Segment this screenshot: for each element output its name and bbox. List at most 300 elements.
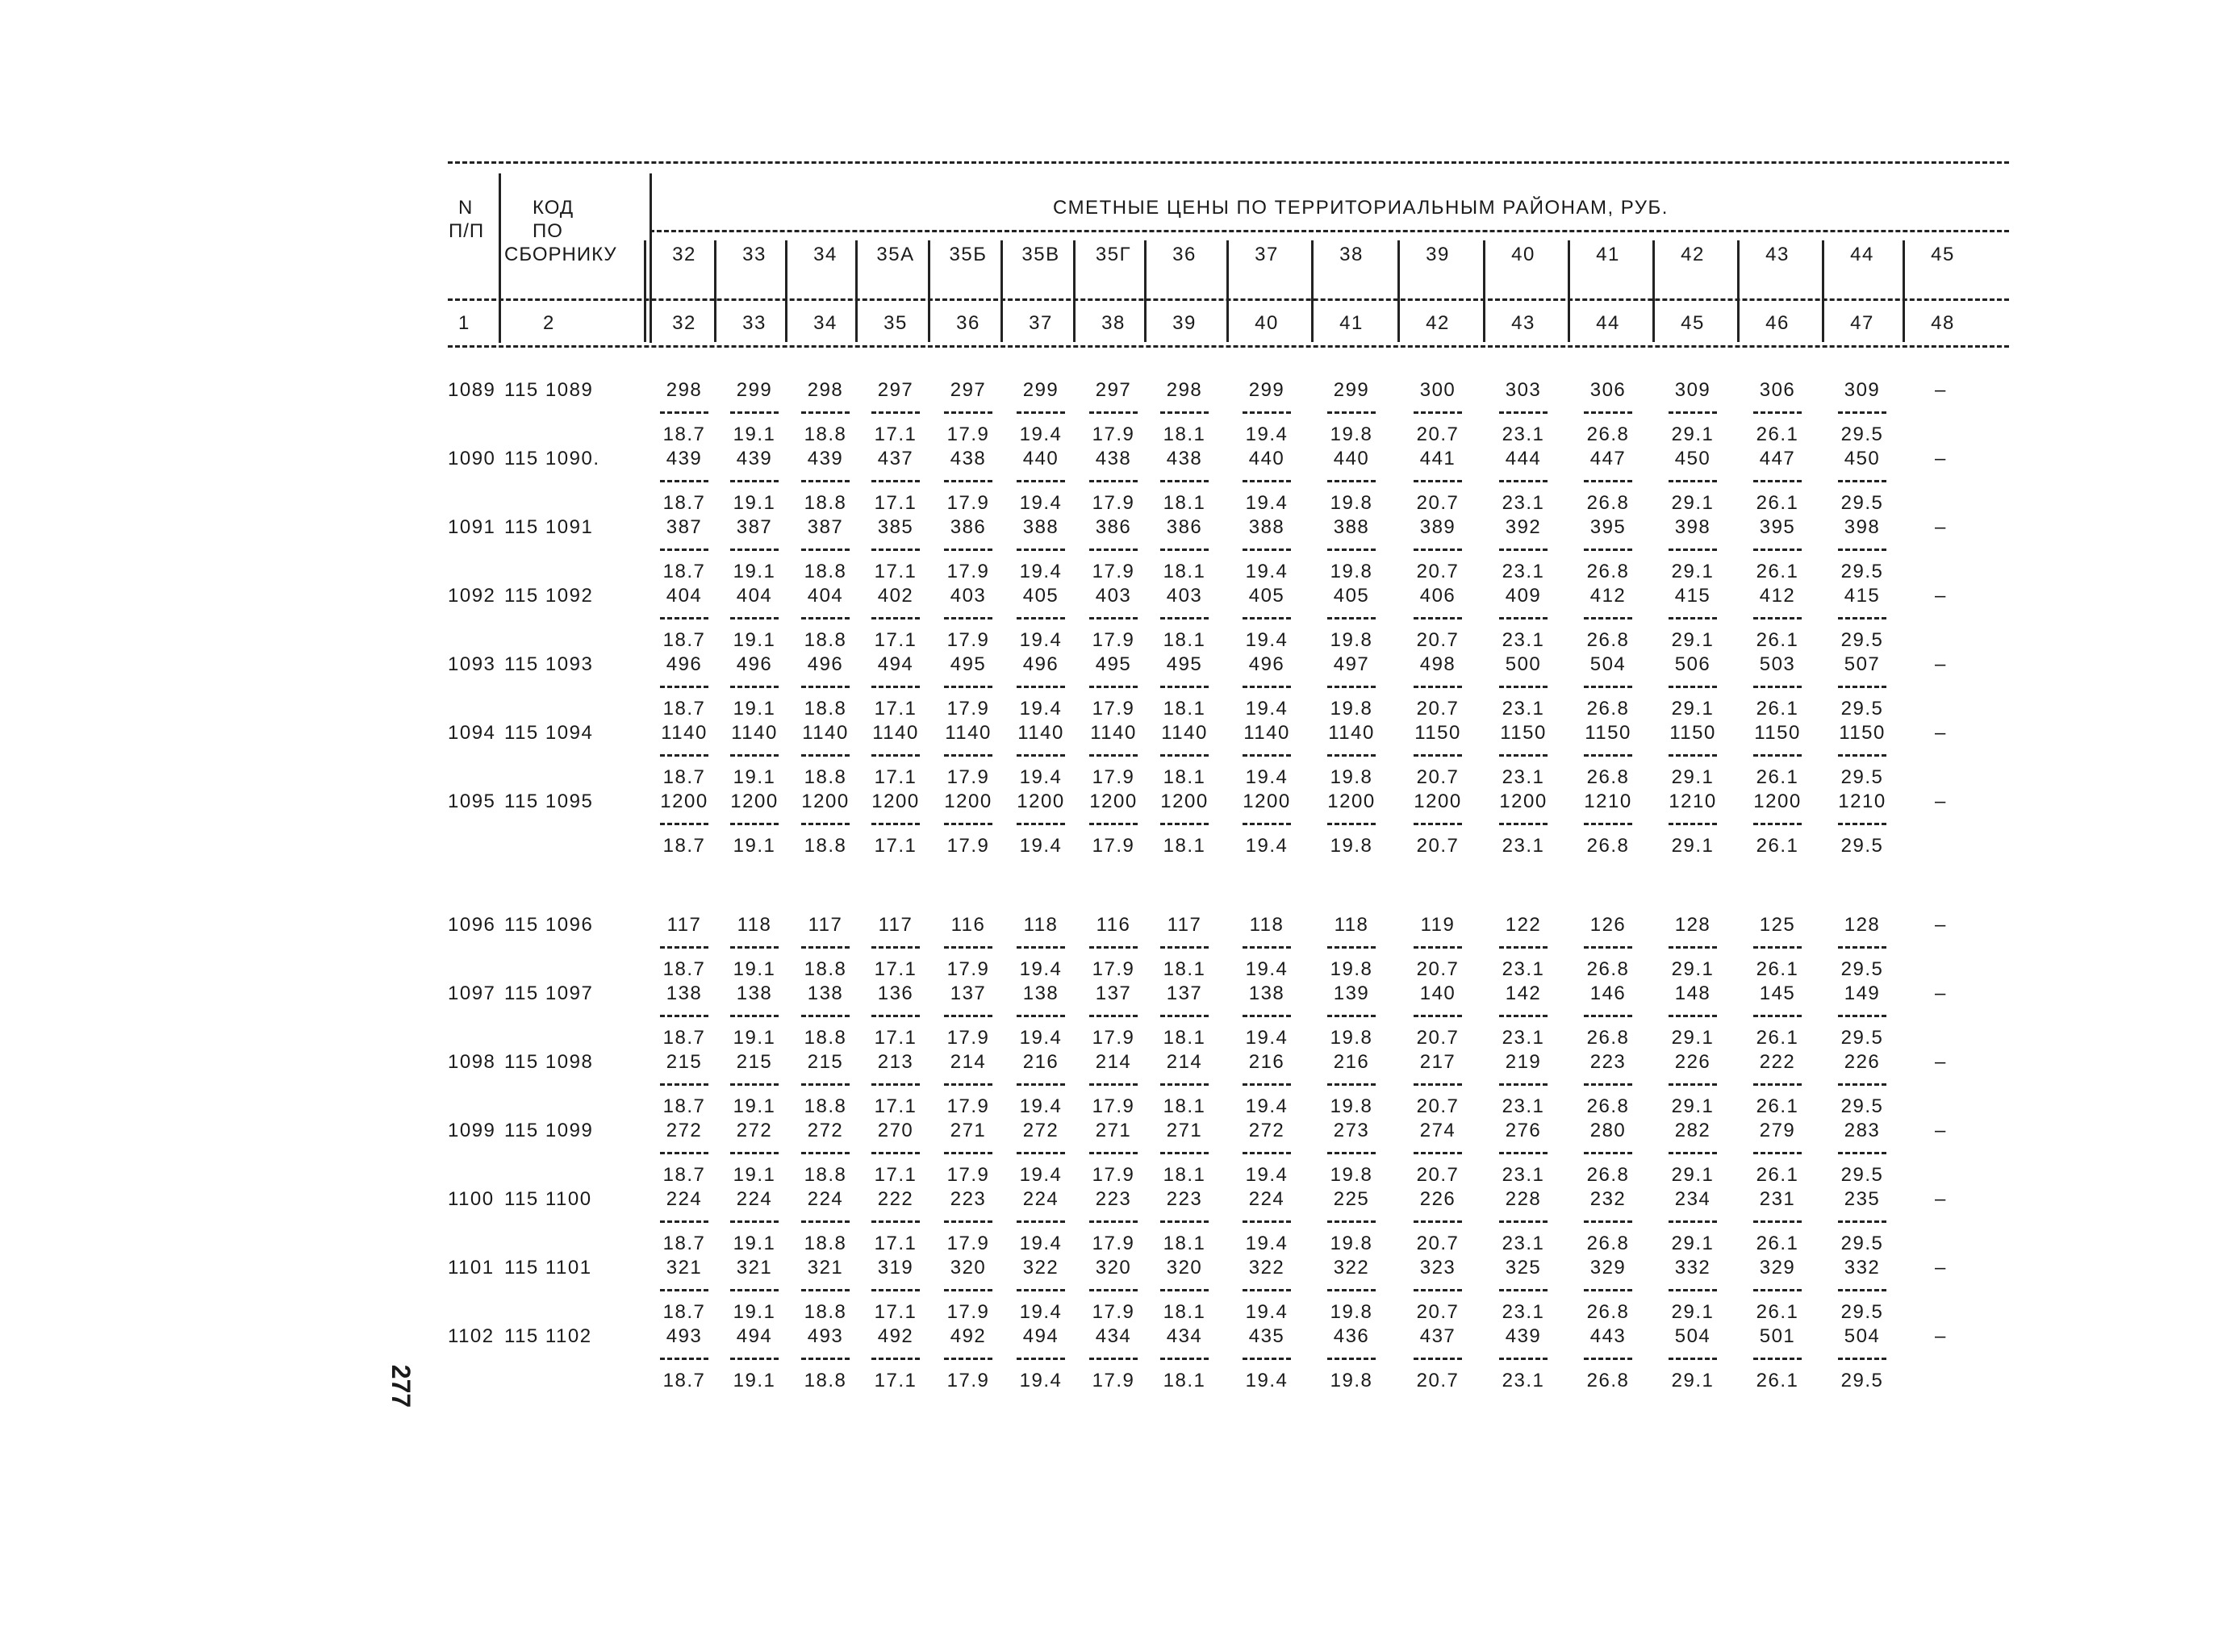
fraction-line	[1089, 823, 1138, 825]
price-value: 387	[666, 516, 703, 538]
index-label: 43	[1511, 312, 1535, 334]
fraction-line	[1089, 946, 1138, 949]
header-n: N	[458, 197, 474, 219]
coefficient-value: 19.4	[1245, 629, 1289, 651]
index-label: 36	[956, 312, 980, 334]
index-1: 1	[458, 312, 470, 334]
coefficient-value: 23.1	[1502, 492, 1545, 514]
price-value: 223	[1589, 1051, 1627, 1073]
coefficient-value: 18.8	[804, 958, 847, 980]
coefficient-value: 29.1	[1671, 561, 1715, 582]
price-value: 1200	[730, 791, 779, 812]
row-number: 1102	[448, 1325, 495, 1347]
fraction-line	[1838, 1289, 1886, 1291]
coefficient-value: 29.5	[1840, 1233, 1884, 1254]
price-value: 117	[1167, 914, 1202, 936]
coefficient-value: 19.4	[1245, 1233, 1289, 1254]
coefficient-value: 17.9	[1092, 1370, 1135, 1391]
coefficient-value: 19.4	[1245, 1027, 1289, 1049]
price-value: 1140	[802, 722, 849, 744]
fraction-line	[1327, 1220, 1376, 1223]
price-value: 1150	[1839, 722, 1886, 744]
fraction-line	[1669, 411, 1717, 414]
coefficient-value: 29.1	[1671, 1233, 1715, 1254]
price-value: 138	[1248, 982, 1285, 1004]
coefficient-value: 26.8	[1586, 835, 1630, 857]
price-value: 444	[1505, 448, 1542, 469]
fraction-line	[1017, 480, 1065, 482]
price-value: 1150	[1500, 722, 1547, 744]
price-value: 447	[1589, 448, 1627, 469]
coefficient-value: 26.8	[1586, 492, 1630, 514]
fraction-line	[871, 1289, 920, 1291]
coefficient-value: 18.8	[804, 698, 847, 720]
header-divider	[1226, 240, 1229, 342]
header-code-2: ПО	[533, 220, 563, 242]
fraction-line	[1753, 411, 1802, 414]
fraction-line	[1669, 686, 1717, 688]
fraction-line	[944, 1015, 992, 1017]
fraction-line	[1753, 823, 1802, 825]
price-value: 439	[1505, 1325, 1542, 1347]
coefficient-value: 18.1	[1163, 629, 1206, 651]
price-value: 299	[1248, 379, 1285, 401]
fraction-line	[1499, 549, 1548, 551]
coefficient-value: 18.7	[662, 1233, 706, 1254]
fraction-line	[1584, 1220, 1632, 1223]
fraction-line	[1160, 480, 1209, 482]
price-value: 228	[1505, 1188, 1542, 1210]
fraction-line	[801, 686, 850, 688]
coefficient-value: 17.9	[1092, 835, 1135, 857]
price-value: 216	[1022, 1051, 1059, 1073]
coefficient-value: 18.8	[804, 1233, 847, 1254]
price-value: 222	[877, 1188, 914, 1210]
price-value: 279	[1759, 1120, 1796, 1141]
fraction-line	[1414, 686, 1462, 688]
fraction-line	[1414, 946, 1462, 949]
price-value: 138	[807, 982, 844, 1004]
price-value: 300	[1419, 379, 1456, 401]
district-label: 43	[1765, 244, 1790, 265]
coefficient-value: 19.4	[1019, 1301, 1063, 1323]
header-divider	[1903, 240, 1905, 342]
coefficient-value: 23.1	[1502, 1164, 1545, 1186]
fraction-line	[801, 1083, 850, 1086]
price-value: 148	[1674, 982, 1711, 1004]
fraction-line	[1753, 686, 1802, 688]
fraction-line	[944, 480, 992, 482]
price-value: 404	[736, 585, 773, 607]
price-value: 222	[1759, 1051, 1796, 1073]
coefficient-value: 18.1	[1163, 1301, 1206, 1323]
fraction-line	[1327, 411, 1376, 414]
coefficient-value: 20.7	[1416, 1301, 1460, 1323]
coefficient-value: 26.1	[1756, 1301, 1799, 1323]
fraction-line	[1243, 754, 1291, 757]
coefficient-value: 29.5	[1840, 958, 1884, 980]
header-divider	[1568, 240, 1570, 342]
price-value: 409	[1505, 585, 1542, 607]
price-value: 1210	[1584, 791, 1632, 812]
fraction-line	[1243, 946, 1291, 949]
coefficient-value: 17.9	[1092, 766, 1135, 788]
coefficient-value: 19.8	[1330, 698, 1373, 720]
fraction-line	[660, 1083, 708, 1086]
index-label: 39	[1172, 312, 1197, 334]
coefficient-value: 29.5	[1840, 835, 1884, 857]
fraction-line	[1414, 1289, 1462, 1291]
price-value: 297	[950, 379, 987, 401]
fraction-line	[944, 823, 992, 825]
fraction-line	[1669, 823, 1717, 825]
coefficient-value: 18.7	[662, 423, 706, 445]
coefficient-value: 23.1	[1502, 1301, 1545, 1323]
coefficient-value: 29.1	[1671, 1095, 1715, 1117]
fraction-line	[730, 686, 779, 688]
coefficient-value: 20.7	[1416, 423, 1460, 445]
price-value: 215	[736, 1051, 773, 1073]
coefficient-value: 18.8	[804, 1301, 847, 1323]
coefficient-value: 20.7	[1416, 1095, 1460, 1117]
fraction-line	[1838, 754, 1886, 757]
price-value: 435	[1248, 1325, 1285, 1347]
row-code: 115 1096	[504, 914, 594, 936]
coefficient-value: 17.9	[946, 1301, 990, 1323]
coefficient-value: 19.4	[1019, 698, 1063, 720]
row-number: 1101	[448, 1257, 495, 1279]
price-value: 1200	[1753, 791, 1802, 812]
index-label: 37	[1029, 312, 1053, 334]
price-value: 224	[666, 1188, 703, 1210]
coefficient-value: 23.1	[1502, 1095, 1545, 1117]
price-value: 226	[1674, 1051, 1711, 1073]
coefficient-value: 29.5	[1840, 1301, 1884, 1323]
fraction-line	[944, 1289, 992, 1291]
fraction-line	[1584, 1083, 1632, 1086]
coefficient-value: 26.1	[1756, 1164, 1799, 1186]
fraction-line	[660, 549, 708, 551]
fraction-line	[1584, 754, 1632, 757]
coefficient-value: 17.9	[946, 1164, 990, 1186]
price-value: 388	[1333, 516, 1370, 538]
coefficient-value: 26.8	[1586, 1370, 1630, 1391]
price-value: 496	[666, 653, 703, 675]
price-value: 438	[950, 448, 987, 469]
row-code: 115 1090.	[504, 448, 600, 469]
price-value: 274	[1419, 1120, 1456, 1141]
fraction-line	[1753, 1220, 1802, 1223]
header-mid-rule	[650, 230, 2009, 232]
fraction-line	[1327, 1152, 1376, 1154]
coefficient-value: 19.4	[1019, 423, 1063, 445]
coefficient-value: 19.1	[733, 629, 776, 651]
price-value: 137	[1095, 982, 1132, 1004]
row-code: 115 1101	[504, 1257, 592, 1279]
district-label: 41	[1596, 244, 1620, 265]
coefficient-value: 29.5	[1840, 492, 1884, 514]
coefficient-value: 18.1	[1163, 835, 1206, 857]
price-value: 320	[1095, 1257, 1132, 1279]
fraction-line	[1327, 1015, 1376, 1017]
fraction-line	[1017, 1289, 1065, 1291]
coefficient-value: 18.1	[1163, 1027, 1206, 1049]
fraction-line	[1499, 1083, 1548, 1086]
coefficient-value: 17.9	[946, 561, 990, 582]
coefficient-value: 29.5	[1840, 1095, 1884, 1117]
coefficient-value: 19.4	[1245, 1301, 1289, 1323]
price-value: 386	[950, 516, 987, 538]
price-value: 437	[877, 448, 914, 469]
fraction-line	[1499, 411, 1548, 414]
coefficient-value: 18.1	[1163, 1164, 1206, 1186]
price-value: 1210	[1838, 791, 1886, 812]
price-value: 234	[1674, 1188, 1711, 1210]
district-label: 42	[1681, 244, 1705, 265]
coefficient-value: 26.8	[1586, 766, 1630, 788]
coefficient-value: 29.5	[1840, 698, 1884, 720]
price-value: 283	[1844, 1120, 1881, 1141]
coefficient-value: 19.1	[733, 423, 776, 445]
row-number: 1098	[448, 1051, 496, 1073]
header-divider	[1311, 240, 1314, 342]
coefficient-value: 18.1	[1163, 1233, 1206, 1254]
fraction-line	[801, 1015, 850, 1017]
fraction-line	[1089, 480, 1138, 482]
fraction-line	[1669, 480, 1717, 482]
price-value: 1140	[872, 722, 919, 744]
price-value: 272	[736, 1120, 773, 1141]
coefficient-value: 19.4	[1245, 766, 1289, 788]
price-value: 225	[1333, 1188, 1370, 1210]
fraction-line	[871, 411, 920, 414]
empty-dash: –	[1935, 448, 1946, 469]
fraction-line	[1414, 1083, 1462, 1086]
coefficient-value: 18.7	[662, 492, 706, 514]
fraction-line	[1669, 617, 1717, 620]
row-number: 1092	[448, 585, 496, 607]
coefficient-value: 26.8	[1586, 1164, 1630, 1186]
fraction-line	[1838, 1015, 1886, 1017]
price-value: 273	[1333, 1120, 1370, 1141]
price-value: 450	[1674, 448, 1711, 469]
index-label: 32	[672, 312, 696, 334]
price-value: 138	[736, 982, 773, 1004]
fraction-line	[1584, 617, 1632, 620]
coefficient-value: 26.1	[1756, 1233, 1799, 1254]
coefficient-value: 19.8	[1330, 629, 1373, 651]
price-value: 439	[736, 448, 773, 469]
coefficient-value: 26.1	[1756, 766, 1799, 788]
coefficient-value: 18.7	[662, 835, 706, 857]
fraction-line	[1089, 1220, 1138, 1223]
fraction-line	[1753, 1083, 1802, 1086]
coefficient-value: 20.7	[1416, 698, 1460, 720]
fraction-line	[944, 946, 992, 949]
header-divider	[1652, 240, 1655, 342]
header-bottom-rule	[448, 345, 2009, 348]
fraction-line	[730, 1220, 779, 1223]
fraction-line	[1160, 1152, 1209, 1154]
fraction-line	[1243, 1220, 1291, 1223]
fraction-line	[1327, 1358, 1376, 1360]
fraction-line	[1160, 1358, 1209, 1360]
coefficient-value: 19.4	[1019, 1370, 1063, 1391]
district-label: 34	[813, 244, 837, 265]
fraction-line	[1414, 617, 1462, 620]
row-number: 1095	[448, 791, 496, 812]
fraction-line	[1327, 617, 1376, 620]
fraction-line	[1669, 549, 1717, 551]
fraction-line	[1017, 549, 1065, 551]
fraction-line	[730, 617, 779, 620]
index-label: 40	[1255, 312, 1279, 334]
fraction-line	[1499, 617, 1548, 620]
price-value: 297	[877, 379, 914, 401]
row-code: 115 1098	[504, 1051, 594, 1073]
price-value: 272	[666, 1120, 703, 1141]
price-value: 216	[1333, 1051, 1370, 1073]
fraction-line	[944, 1152, 992, 1154]
fraction-line	[1584, 549, 1632, 551]
price-value: 1200	[1160, 791, 1209, 812]
fraction-line	[1414, 480, 1462, 482]
price-value: 438	[1166, 448, 1203, 469]
price-value: 498	[1419, 653, 1456, 675]
price-value: 216	[1248, 1051, 1285, 1073]
price-value: 299	[1333, 379, 1370, 401]
fraction-line	[944, 1083, 992, 1086]
fraction-line	[1414, 1358, 1462, 1360]
coefficient-value: 19.4	[1019, 1164, 1063, 1186]
price-value: 116	[950, 914, 986, 936]
price-value: 309	[1844, 379, 1881, 401]
fraction-line	[1838, 823, 1886, 825]
coefficient-value: 26.8	[1586, 561, 1630, 582]
coefficient-value: 29.1	[1671, 958, 1715, 980]
fraction-line	[1160, 411, 1209, 414]
row-number: 1096	[448, 914, 496, 936]
price-value: 506	[1674, 653, 1711, 675]
coefficient-value: 18.1	[1163, 698, 1206, 720]
price-value: 226	[1844, 1051, 1881, 1073]
coefficient-value: 17.9	[1092, 1027, 1135, 1049]
price-value: 309	[1674, 379, 1711, 401]
price-value: 117	[878, 914, 913, 936]
price-value: 405	[1022, 585, 1059, 607]
coefficient-value: 26.8	[1586, 1027, 1630, 1049]
empty-dash: –	[1935, 1257, 1946, 1279]
price-value: 412	[1589, 585, 1627, 607]
price-value: 117	[808, 914, 843, 936]
coefficient-value: 17.9	[946, 766, 990, 788]
index-label: 44	[1596, 312, 1620, 334]
fraction-line	[1669, 946, 1717, 949]
price-value: 219	[1505, 1051, 1542, 1073]
price-value: 272	[1022, 1120, 1059, 1141]
coefficient-value: 20.7	[1416, 492, 1460, 514]
row-code: 115 1097	[504, 982, 594, 1004]
fraction-line	[1499, 1220, 1548, 1223]
fraction-line	[1327, 549, 1376, 551]
price-value: 280	[1589, 1120, 1627, 1141]
index-label: 46	[1765, 312, 1790, 334]
coefficient-value: 19.4	[1245, 423, 1289, 445]
fraction-line	[730, 1083, 779, 1086]
coefficient-value: 17.9	[1092, 1164, 1135, 1186]
coefficient-value: 29.1	[1671, 423, 1715, 445]
coefficient-value: 20.7	[1416, 766, 1460, 788]
price-value: 494	[1022, 1325, 1059, 1347]
coefficient-value: 17.9	[946, 698, 990, 720]
price-value: 404	[807, 585, 844, 607]
coefficient-value: 18.7	[662, 561, 706, 582]
coefficient-value: 18.8	[804, 492, 847, 514]
empty-dash: –	[1935, 982, 1946, 1004]
price-value: 214	[1166, 1051, 1203, 1073]
price-value: 395	[1589, 516, 1627, 538]
price-value: 434	[1166, 1325, 1203, 1347]
fraction-line	[660, 946, 708, 949]
price-value: 388	[1022, 516, 1059, 538]
price-value: 298	[666, 379, 703, 401]
coefficient-value: 19.8	[1330, 1233, 1373, 1254]
fraction-line	[1327, 1083, 1376, 1086]
coefficient-value: 18.7	[662, 1095, 706, 1117]
fraction-line	[801, 411, 850, 414]
price-value: 322	[1248, 1257, 1285, 1279]
fraction-line	[1753, 946, 1802, 949]
price-value: 140	[1419, 982, 1456, 1004]
price-value: 320	[1166, 1257, 1203, 1279]
price-value: 1200	[944, 791, 992, 812]
row-number: 1093	[448, 653, 496, 675]
price-value: 404	[666, 585, 703, 607]
price-value: 415	[1844, 585, 1881, 607]
price-value: 128	[1674, 914, 1711, 936]
row-code: 115 1091	[504, 516, 594, 538]
fraction-line	[1017, 617, 1065, 620]
fraction-line	[1499, 823, 1548, 825]
fraction-line	[1499, 480, 1548, 482]
fraction-line	[1243, 549, 1291, 551]
fraction-line	[730, 411, 779, 414]
coefficient-value: 19.1	[733, 492, 776, 514]
fraction-line	[1017, 1220, 1065, 1223]
fraction-line	[1089, 1358, 1138, 1360]
price-value: 438	[1095, 448, 1132, 469]
coefficient-value: 17.9	[1092, 492, 1135, 514]
fraction-line	[1584, 823, 1632, 825]
district-label: 35Г	[1095, 244, 1132, 265]
coefficient-value: 29.1	[1671, 492, 1715, 514]
fraction-line	[1327, 686, 1376, 688]
price-value: 323	[1419, 1257, 1456, 1279]
price-value: 271	[1166, 1120, 1203, 1141]
fraction-line	[1414, 411, 1462, 414]
fraction-line	[1327, 480, 1376, 482]
coefficient-value: 19.1	[733, 1233, 776, 1254]
coefficient-value: 23.1	[1502, 698, 1545, 720]
fraction-line	[871, 754, 920, 757]
coefficient-value: 29.5	[1840, 423, 1884, 445]
coefficient-value: 17.1	[874, 958, 917, 980]
price-value: 503	[1759, 653, 1796, 675]
index-2: 2	[543, 312, 555, 334]
price-value: 214	[1095, 1051, 1132, 1073]
price-value: 321	[807, 1257, 844, 1279]
coefficient-value: 19.4	[1019, 1233, 1063, 1254]
